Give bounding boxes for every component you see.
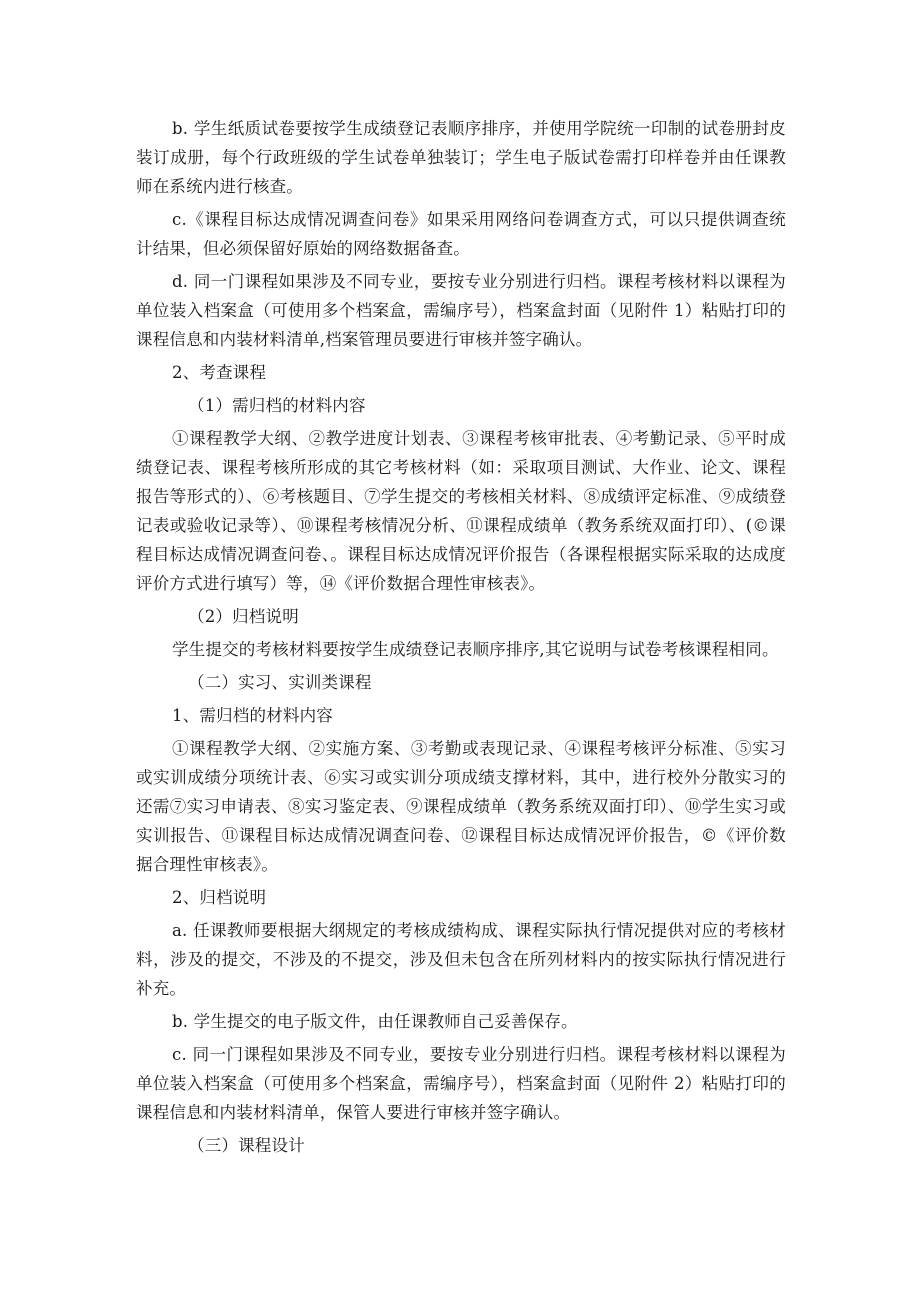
paragraph-a-teacher: a. 任课教师要根据大纲规定的考核成绩构成、课程实际执行情况提供对应的考核材料，涉及的提交，不涉及的不提交，涉及但未包含在所列材料内的按实际执行情况进行补充。 — [136, 921, 786, 998]
heading-course-design: （三）课程设计 — [188, 1136, 305, 1155]
subheading-archiving-notes-2: 2、归档说明 — [172, 888, 267, 907]
subheading-archiving-notes-1: （2）归档说明 — [188, 607, 299, 626]
paragraph-b-electronic-files: b. 学生提交的电子版文件，由任课教师自己妥善保存。 — [172, 1012, 578, 1031]
paragraph-archiving-notes-1: 学生提交的考核材料要按学生成绩登记表顺序排序,其它说明与试卷考核课程相同。 — [172, 640, 779, 659]
paragraph-b-paper-exams: b. 学生纸质试卷要按学生成绩登记表顺序排序，并使用学院统一印制的试卷册封皮装订成册，每个行政班级的学生试卷单独装订；学生电子版试卷需打印样卷并由任课教师在系统内进行核查。 — [136, 119, 786, 196]
subheading-materials-2: 1、需归档的材料内容 — [172, 706, 333, 725]
paragraph-c-questionnaire: c.《课程目标达成情况调查问卷》如果采用网络问卷调查方式，可以只提供调查统计结果，但必须保留好原始的网络数据备查。 — [136, 210, 786, 258]
paragraph-d-archiving: d. 同一门课程如果涉及不同专业，要按专业分别进行归档。课程考核材料以课程为单位装入档案盒（可使用多个档案盒，需编序号），档案盒封面（见附件 1）粘贴打印的课程信息和内装材料清单,档案管理员要进行审核并签字确认。 — [136, 272, 786, 349]
subheading-materials-1: （1）需归档的材料内容 — [188, 396, 366, 415]
paragraph-materials-list-1: ①课程教学大纲、②教学进度计划表、③课程考核审批表、④考勤记录、⑤平时成绩登记表、课程考核所形成的其它考核材料（如：采取项目测试、大作业、论文、课程报告等形式的）、⑥考核题目、⑦学生提交的考核相关材料、⑧成绩评定标准、⑨成绩登记表或验收记录等）、⑩课程考核情况分析、⑪课程成绩单（教务系统双面打印）、(©课程目标达成情况调查问卷、。课程目标达成情况评价报告（各课程根据实际采取的达成度评价方式进行填写）等，⑭《评价数据合理性审核表》。 — [136, 429, 786, 593]
paragraph-materials-list-2: ①课程教学大纲、②实施方案、③考勤或表现记录、④课程考核评分标准、⑤实习或实训成绩分项统计表、⑥实习或实训分项成绩支撑材料，其中，进行校外分散实习的还需⑦实习申请表、⑧实习鉴定表、⑨课程成绩单（教务系统双面打印）、⑩学生实习或实训报告、⑪课程目标达成情况调查问卷、⑫课程目标达成情况评价报告，©《评价数据合理性审核表》。 — [136, 739, 786, 874]
heading-internship-courses: （二）实习、实训类课程 — [188, 673, 372, 692]
document-body — [136, 114, 786, 1164]
paragraph-c-archiving: c. 同一门课程如果涉及不同专业，要按专业分别进行归档。课程考核材料以课程为单位装入档案盒（可使用多个档案盒，需编序号），档案盒封面（见附件 2）粘贴打印的课程信息和内装材料清单，保管人要进行审核并签字确认。 — [136, 1045, 786, 1122]
heading-inspection-courses: 2、考查课程 — [172, 363, 267, 382]
